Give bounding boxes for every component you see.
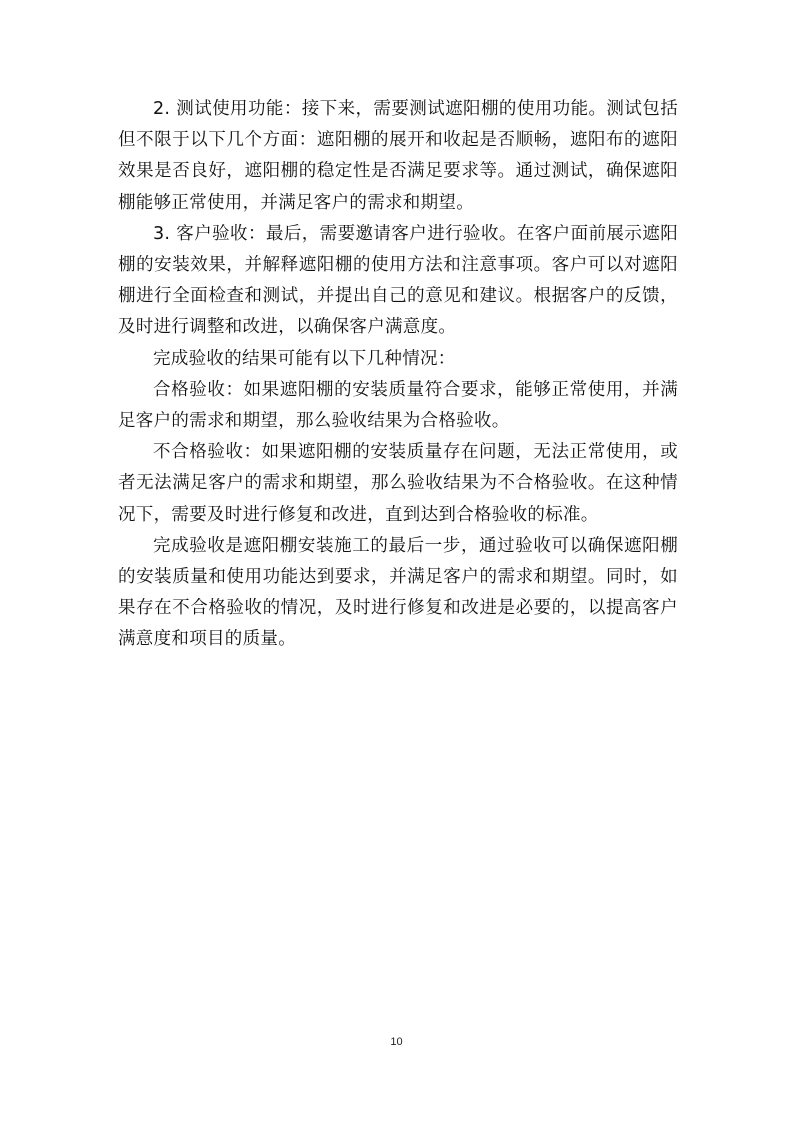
paragraph-test-function: 2. 测试使用功能：接下来，需要测试遮阳棚的使用功能。测试包括但不限于以下几个方面：遮阳棚的展开和收起是否顺畅，遮阳布的遮阳效果是否良好，遮阳棚的稳定性是否满足要求等。通过测试，确保遮阳棚能够正常使用，并满足客户的需求和期望。 (118, 99, 678, 213)
paragraph-fail-acceptance: 不合格验收：如果遮阳棚的安装质量存在问题，无法正常使用，或者无法满足客户的需求和期望，那么验收结果为不合格验收。在这种情况下，需要及时进行修复和改进，直到达到合格验收的标准。 (118, 442, 678, 525)
paragraph-conclusion: 完成验收是遮阳棚安装施工的最后一步，通过验收可以确保遮阳棚的安装质量和使用功能达到要求，并满足客户的需求和期望。同时，如果存在不合格验收的情况，及时进行修复和改进是必要的，以提高客户满意度和项目的质量。 (118, 535, 678, 650)
paragraph-result-intro: 完成验收的结果可能有以下几种情况： (153, 348, 456, 369)
paragraph-customer-acceptance: 3. 客户验收：最后，需要邀请客户进行验收。在客户面前展示遮阳棚的安装效果，并解释遮阳棚的使用方法和注意事项。客户可以对遮阳棚进行全面检查和测试，并提出自己的意见和建议。根据客户的反馈，及时进行调整和改进，以确保客户满意度。 (118, 223, 678, 338)
paragraph-pass-acceptance: 合格验收：如果遮阳棚的安装质量符合要求，能够正常使用，并满足客户的需求和期望，那么验收结果为合格验收。 (118, 379, 678, 432)
body-text (118, 94, 678, 656)
page-number: 10 (390, 1036, 403, 1048)
